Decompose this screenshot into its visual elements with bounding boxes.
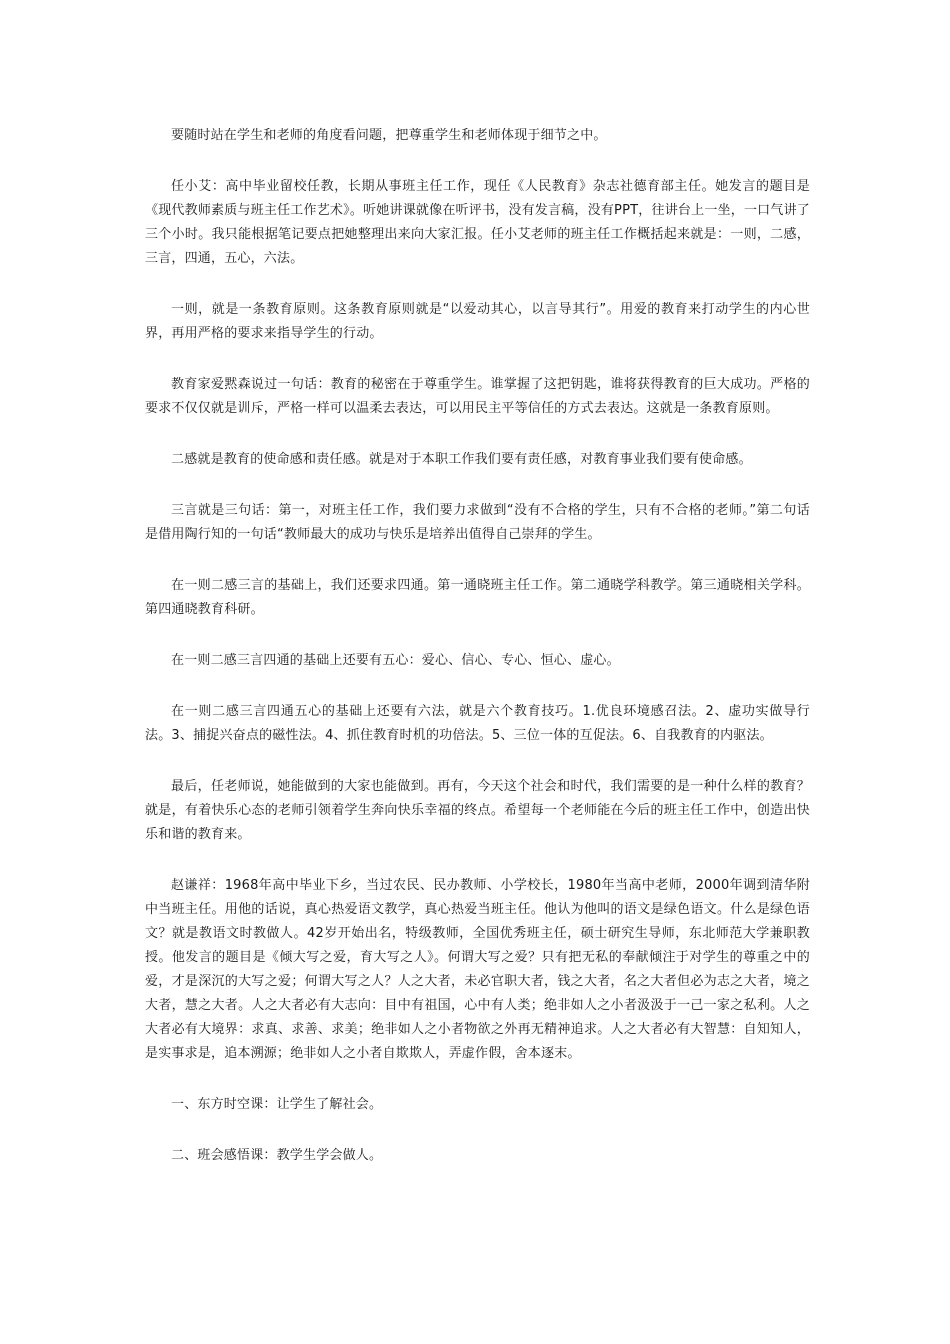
paragraph-two-senses: 二感就是教育的使命感和责任感。就是对于本职工作我们要有责任感，对教育事业我们要有使命感。 bbox=[171, 452, 752, 467]
paragraph-six-methods: 在一则二感三言四通五心的基础上还要有六法，就是六个教育技巧。1.优良环境感召法。2、虚功实做导行法。3、捕捉兴奋点的磁性法。4、抓住教育时机的功倍法。5、三位一体的互促法。6、自我教育的内驱法。 bbox=[145, 704, 810, 743]
document-page bbox=[145, 124, 810, 1195]
paragraph-lesson-one: 一、东方时空课：让学生了解社会。 bbox=[171, 1097, 383, 1112]
paragraph-one-principle: 一则，就是一条教育原则。这条教育原则就是“以爱动其心，以言导其行”。用爱的教育来打动学生的内心世界，再用严格的要求来指导学生的行动。 bbox=[145, 302, 810, 341]
paragraph-conclusion-happy-education: 最后，任老师说，她能做到的大家也能做到。再有，今天这个社会和时代，我们需要的是一种什么样的教育？就是，有着快乐心态的老师引领着学生奔向快乐幸福的终点。希望每一个老师能在今后的班主任工作中，创造出快乐和谐的教育来。 bbox=[145, 779, 810, 842]
paragraph-respect-students: 要随时站在学生和老师的角度看问题，把尊重学生和老师体现于细节之中。 bbox=[171, 128, 607, 143]
paragraph-four-masteries: 在一则二感三言的基础上，我们还要求四通。第一通晓班主任工作。第二通晓学科教学。第三通晓相关学科。第四通晓教育科研。 bbox=[145, 578, 810, 617]
paragraph-five-hearts: 在一则二感三言四通的基础上还要有五心：爱心、信心、专心、恒心、虚心。 bbox=[171, 653, 620, 668]
paragraph-ren-xiaoai-intro: 任小艾：高中毕业留校任教，长期从事班主任工作，现任《人民教育》杂志社德育部主任。她发言的题目是《现代教师素质与班主任工作艺术》。听她讲课就像在听评书，没有发言稿，没有PPT，往讲台上一坐，一口气讲了三个小时。我只能根据笔记要点把她整理出来向大家汇报。任小艾老师的班主任工作概括起来就是：一则，二感，三言，四通，五心，六法。 bbox=[145, 179, 810, 266]
paragraph-lesson-two: 二、班会感悟课：教学生学会做人。 bbox=[171, 1148, 383, 1163]
paragraph-emerson-quote: 教育家爱黙森说过一句话：教育的秘密在于尊重学生。谁掌握了这把钥匙，谁将获得教育的巨大成功。严格的要求不仅仅就是训斥，严格一样可以温柔去表达，可以用民主平等信任的方式去表达。这就是一条教育原则。 bbox=[145, 377, 810, 416]
paragraph-zhao-qianxiang-intro: 赵谦祥：1968年高中毕业下乡，当过农民、民办教师、小学校长，1980年当高中老师，2000年调到清华附中当班主任。用他的话说，真心热爱语文教学，真心热爱当班主任。他认为他叫的语文是绿色语文。什么是绿色语文？就是教语文时教做人。42岁开始出名，特级教师，全国优秀班主任，硕士研究生导师，东北师范大学兼职教授。他发言的题目是《倾大写之爱，育大写之人》。何谓大写之爱？只有把无私的奉献倾注于对学生的尊重之中的爱，才是深沉的大写之爱；何谓大写之人？人之大者，未必官职大者，钱之大者，名之大者但必为志之大者，境之大者，慧之大者。人之大者必有大志向：目中有祖国，心中有人类；绝非如人之小者汲汲于一己一家之私利。人之大者必有大境界：求真、求善、求美；绝非如人之小者物欲之外再无精神追求。人之大者必有大智慧：自知知人，是实事求是，追本溯源；绝非如人之小者自欺欺人，弄虚作假，舍本逐末。 bbox=[145, 878, 810, 1061]
paragraph-three-sayings: 三言就是三句话：第一，对班主任工作，我们要力求做到“没有不合格的学生，只有不合格的老师。”第二句话是借用陶行知的一句话“教师最大的成功与快乐是培养出值得自己崇拜的学生。 bbox=[145, 503, 810, 542]
